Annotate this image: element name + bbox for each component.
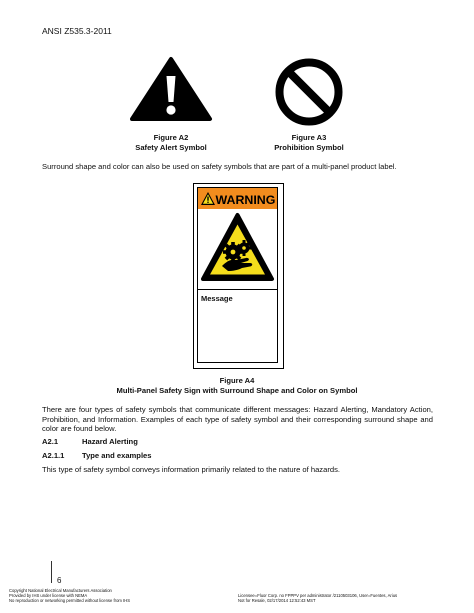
figure-a4-caption	[62, 376, 412, 395]
safety-alert-icon	[129, 56, 213, 122]
sign-message-divider	[197, 289, 278, 290]
document-standard-id: ANSI Z535.3-2011	[42, 26, 112, 36]
figure-a3-title: Prohibition Symbol	[274, 142, 344, 152]
footer-line: No reproduction or networking permitted without license from IHS	[9, 598, 131, 604]
figure-a2-title: Safety Alert Symbol	[135, 142, 207, 152]
page-number: 6	[57, 576, 62, 585]
footer-license	[238, 593, 397, 603]
section-a21-title: Hazard Alerting	[82, 437, 138, 446]
page-number-rule	[51, 561, 52, 583]
section-a211-title: Type and examples	[82, 451, 152, 460]
footer-line: Not for Resale, 02/17/2014 12:52:43 MST	[238, 598, 316, 604]
figure-a2-caption	[111, 133, 231, 152]
figure-a4-title: Multi-Panel Safety Sign with Surround Shape and Color on Symbol	[116, 385, 358, 395]
prohibition-icon	[274, 57, 344, 127]
section-a21-number: A2.1	[42, 437, 59, 446]
figure-a4-number: Figure A4	[219, 376, 255, 385]
surround-note: Surround shape and color can also be used on safety symbols that are part of a multi-panel product label.	[42, 162, 397, 171]
footer-copyright	[9, 588, 130, 604]
footer-line: Provided by IHS under license with NEMA	[9, 593, 88, 599]
section-a211-number: A2.1.1	[42, 451, 65, 460]
footer-line: Licensee=Fluor Corp. no FPPPV per administrator /2110503106, User=Fuentes, Arius	[238, 593, 398, 598]
figure-a3-caption	[249, 133, 369, 152]
figure-a2-number: Figure A2	[153, 133, 189, 142]
sign-signal-word-panel	[198, 188, 277, 209]
entanglement-gear-hazard-icon	[200, 212, 275, 284]
sign-signal-word: WARNING	[215, 192, 276, 207]
four-types-paragraph: There are four types of safety symbols that communicate different messages: Hazard Alerting, Mandatory Action, Prohibition, and Information. Examples of each type of safety symbol and their corresponding surround shape and color are found below.	[42, 405, 433, 434]
sign-message-label: Message	[201, 294, 233, 303]
footer-line: Copyright National Electrical Manufacturers Association	[9, 588, 112, 593]
figure-a3-number: Figure A3	[291, 133, 327, 142]
hazard-alerting-description: This type of safety symbol conveys information primarily related to the nature of hazards.	[42, 465, 340, 474]
